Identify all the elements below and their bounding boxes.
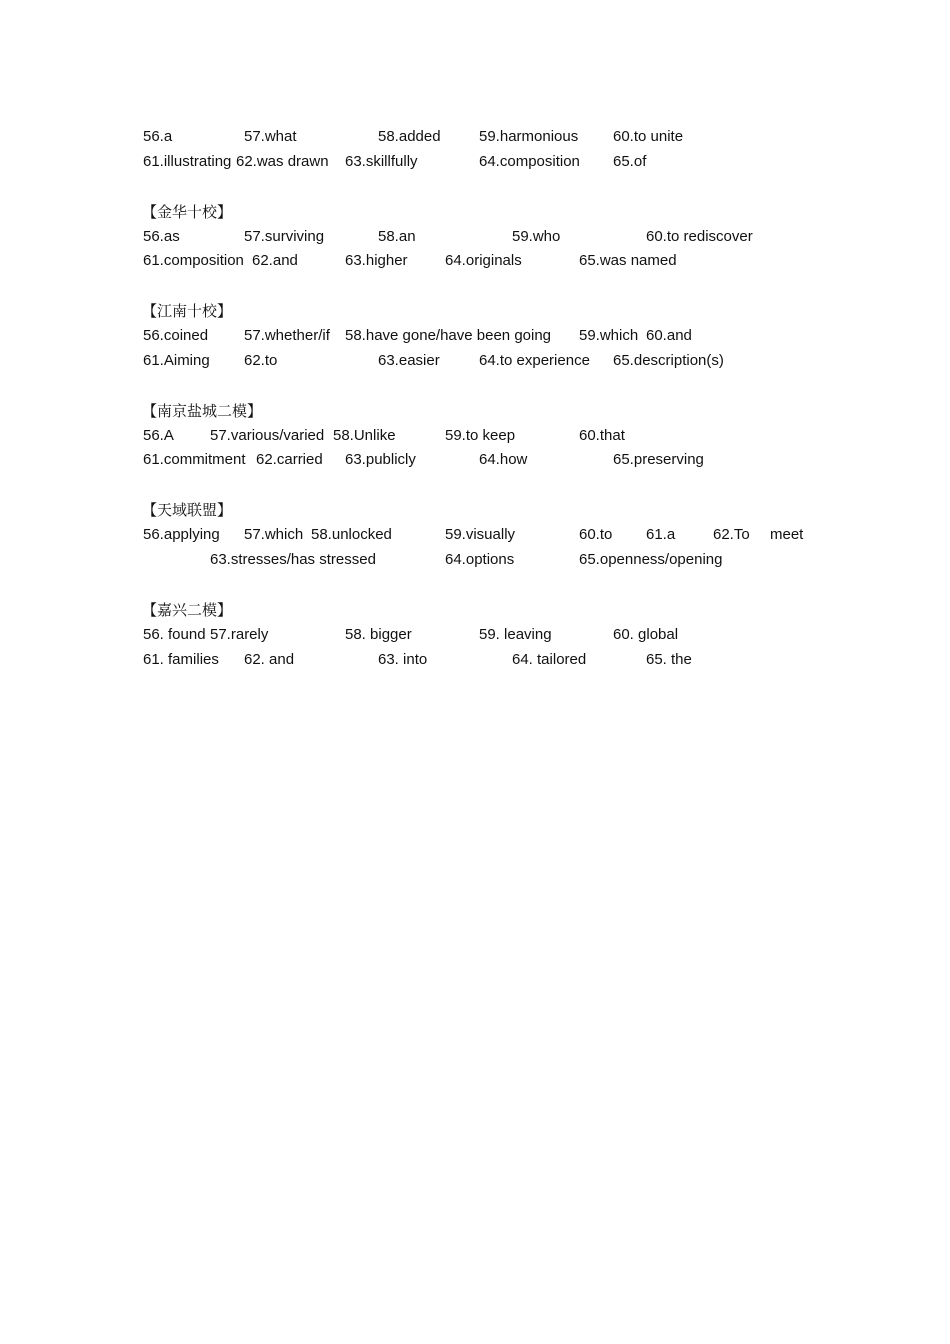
- answer-item: 62.carried: [256, 451, 323, 468]
- answer-item: 63.stresses/has stressed: [210, 551, 376, 568]
- answer-item: 65.was named: [579, 252, 677, 269]
- answer-item: 56.applying: [143, 526, 220, 543]
- answer-item: 62.was drawn: [236, 153, 329, 170]
- answer-item: 60.to unite: [613, 128, 684, 145]
- answer-item: 64.originals: [445, 252, 522, 269]
- section-heading: 【南京盐城二模】: [142, 402, 263, 420]
- answer-item: 65. the: [646, 651, 692, 668]
- answer-item: 56.a: [143, 128, 173, 145]
- answer-item: 60.and: [646, 327, 692, 344]
- answer-item: 56. found: [143, 626, 206, 643]
- answer-row: [0, 226, 950, 248]
- answer-item: 58.Unlike: [333, 427, 396, 444]
- answer-item: 59.to keep: [445, 427, 516, 444]
- answer-item: 61.composition: [143, 252, 244, 269]
- answer-item: 57.whether/if: [244, 327, 330, 344]
- answer-item: 63.skillfully: [345, 153, 418, 170]
- answer-item: 62.To: [713, 526, 750, 543]
- answer-row: [0, 449, 950, 471]
- answer-item: 64.composition: [479, 153, 580, 170]
- answer-item: 63.higher: [345, 252, 408, 269]
- section-heading: 【嘉兴二模】: [142, 601, 233, 619]
- answer-row: [0, 549, 950, 571]
- section-heading: 【金华十校】: [142, 203, 233, 221]
- answer-item: 65.openness/opening: [579, 551, 723, 568]
- answer-item: 65.description(s): [613, 352, 724, 369]
- answer-row: [0, 126, 950, 148]
- answer-item: 56.coined: [143, 327, 209, 344]
- answer-item: 61.a: [646, 526, 676, 543]
- answer-item: 61. families: [143, 651, 219, 668]
- answer-item: meet: [770, 526, 804, 543]
- answer-item: 65.preserving: [613, 451, 704, 468]
- answer-item: 63.easier: [378, 352, 440, 369]
- answer-item: 61.Aiming: [143, 352, 210, 369]
- answer-item: 64.how: [479, 451, 528, 468]
- answer-item: 60.to: [579, 526, 613, 543]
- answer-item: 63.publicly: [345, 451, 416, 468]
- answer-item: 57.surviving: [244, 228, 325, 245]
- answer-item: 57.what: [244, 128, 297, 145]
- answer-row: [0, 524, 950, 546]
- answer-item: 59.visually: [445, 526, 516, 543]
- answer-row: [0, 624, 950, 646]
- answer-item: 58.unlocked: [311, 526, 392, 543]
- answer-item: 61.illustrating: [143, 153, 232, 170]
- answer-item: 57.various/varied: [210, 427, 325, 444]
- answer-item: 63. into: [378, 651, 428, 668]
- answer-item: 65.of: [613, 153, 647, 170]
- answer-item: 57.which: [244, 526, 304, 543]
- answer-item: 60. global: [613, 626, 679, 643]
- section-heading: 【江南十校】: [142, 302, 233, 320]
- answer-row: [0, 325, 950, 347]
- answer-item: 58.an: [378, 228, 416, 245]
- answer-item: 64.options: [445, 551, 515, 568]
- answer-item: 59. leaving: [479, 626, 552, 643]
- answer-item: 59.who: [512, 228, 561, 245]
- answer-item: 62. and: [244, 651, 295, 668]
- answer-item: 61.commitment: [143, 451, 246, 468]
- answer-item: 58.added: [378, 128, 441, 145]
- answer-row: [0, 151, 950, 173]
- answer-item: 62.and: [252, 252, 298, 269]
- answer-row: [0, 350, 950, 372]
- answer-item: 56.A: [143, 427, 174, 444]
- answer-item: 56.as: [143, 228, 180, 245]
- answer-item: 58.have gone/have been going: [345, 327, 552, 344]
- answer-item: 59.which: [579, 327, 639, 344]
- answer-item: 60.to rediscover: [646, 228, 753, 245]
- answer-row: [0, 250, 950, 272]
- answer-item: 64.to experience: [479, 352, 590, 369]
- answer-item: 64. tailored: [512, 651, 587, 668]
- answer-row: [0, 649, 950, 671]
- answer-item: 62.to: [244, 352, 278, 369]
- answer-item: 59.harmonious: [479, 128, 579, 145]
- answer-item: 60.that: [579, 427, 625, 444]
- answer-row: [0, 425, 950, 447]
- section-heading: 【天域联盟】: [142, 501, 233, 519]
- answer-item: 57.rarely: [210, 626, 269, 643]
- answer-item: 58. bigger: [345, 626, 412, 643]
